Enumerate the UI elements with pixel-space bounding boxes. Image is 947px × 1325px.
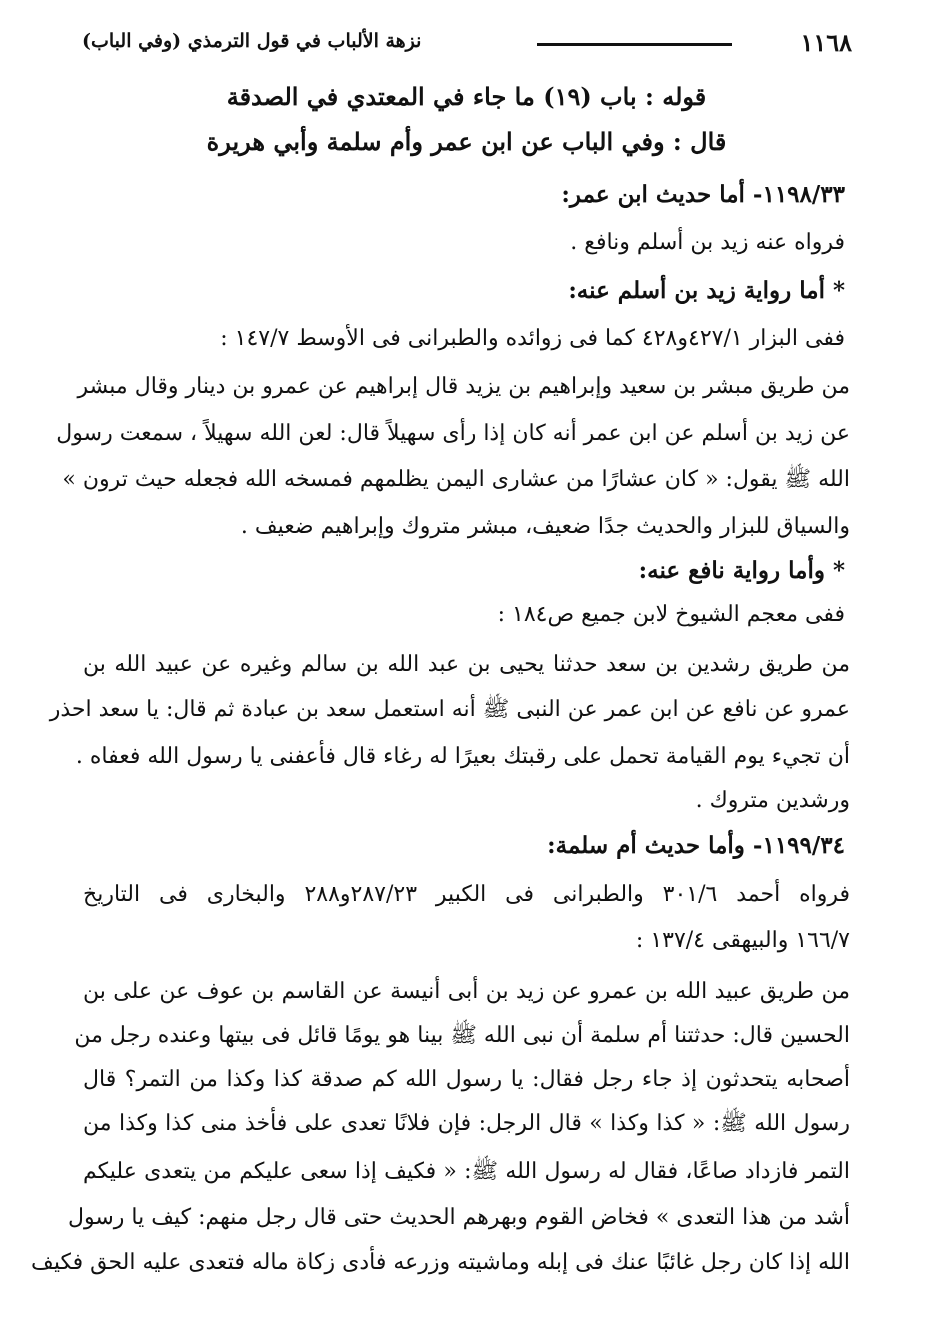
text-line: فرواه أحمد ٣٠١/٦ والطبرانى فى الكبير ٢٨٧/٢٣و٢٨٨ والبخارى فى التاريخ <box>83 882 851 907</box>
text-line: ففى البزار ٤٢٧/١و٤٢٨ كما فى زوائده والطبرانى فى الأوسط ١٤٧/٧ : <box>220 326 845 351</box>
hadith-heading: ١١٩٩/٣٤- وأما حديث أم سلمة: <box>547 832 845 859</box>
text-line: عمرو عن نافع عن ابن عمر عن النبى ﷺ أنه استعمل سعد بن عبادة ثم قال: يا سعد احذر <box>49 697 850 722</box>
text-line: فرواه عنه زيد بن أسلم ونافع . <box>570 230 845 255</box>
text-line: أصحابه يتحدثون إذ جاء رجل فقال: يا رسول الله كم صدقة كذا وكذا من التمر؟ قال <box>83 1067 850 1092</box>
text-line: من طريق مبشر بن سعيد وإبراهيم بن يزيد قال إبراهيم عن عمرو بن دينار وقال مبشر <box>77 374 850 399</box>
page-header <box>82 26 852 66</box>
text-line: من طريق عبيد الله بن عمرو عن زيد بن أبى أنيسة عن القاسم بن عوف عن على بن <box>83 979 850 1004</box>
section-heading: * وأما رواية نافع عنه: <box>638 557 845 584</box>
chapter-heading: قوله : باب (١٩) ما جاء في المعتدي في الصدقة <box>226 82 707 111</box>
text-line: أشد من هذا التعدى » فخاض القوم وبهرهم الحديث حتى قال رجل منهم: كيف يا رسول <box>68 1205 850 1230</box>
text-line: ١٦٦/٧ والبيهقى ١٣٧/٤ : <box>635 928 850 953</box>
text-line: ففى معجم الشيوخ لابن جميع ص١٨٤ : <box>497 602 845 627</box>
text-line: عن زيد بن أسلم عن ابن عمر أنه كان إذا رأى سهيلاً قال: لعن الله سهيلاً ، سمعت رسول <box>56 421 850 446</box>
page-number: ١١٦٨ <box>800 28 852 57</box>
text-line: التمر فازداد صاعًا، فقال له رسول الله ﷺ: « فكيف إذا سعى عليكم من يتعدى عليكم <box>83 1159 850 1184</box>
section-heading: * أما رواية زيد بن أسلم عنه: <box>568 277 845 304</box>
text-line: الله إذا كان رجل غائبًا عنك فى إبله وماشيته وزرعه فأدى زكاة ماله فتعدى عليه الحق فكيف <box>31 1250 850 1275</box>
text-line: من طريق رشدين بن سعد حدثنا يحيى بن عبد الله بن سالم وغيره عن عبيد الله بن <box>83 652 850 677</box>
text-line: ورشدين متروك . <box>695 788 850 813</box>
hadith-heading: ١١٩٨/٣٣- أما حديث ابن عمر: <box>561 181 845 208</box>
text-line: والسياق للبزار والحديث جدًا ضعيف، مبشر متروك وإبراهيم ضعيف . <box>240 514 850 539</box>
text-line: الحسين قال: حدثتنا أم سلمة أن نبى الله ﷺ بينا هو يومًا قائل فى بيتها وعنده رجل من <box>74 1023 850 1048</box>
running-title: نزهة الألباب في قول الترمذي (وفي الباب) <box>82 30 422 52</box>
header-rule <box>537 43 732 46</box>
text-line: رسول الله ﷺ: « كذا وكذا » قال الرجل: فإن فلانًا تعدى على فأخذ منى كذا وكذا من <box>83 1111 850 1136</box>
text-line: الله ﷺ يقول: « كان عشارًا من عشارى اليمن يظلمهم فمسخه الله فجعله حيث ترون » <box>62 467 850 492</box>
text-line: أن تجيء يوم القيامة تحمل على رقبتك بعيرًا له رغاء قال فأعفنى يا رسول الله فعفاه . <box>75 744 850 769</box>
chapter-subheading: قال : وفي الباب عن ابن عمر وأم سلمة وأبي هريرة <box>206 127 727 156</box>
